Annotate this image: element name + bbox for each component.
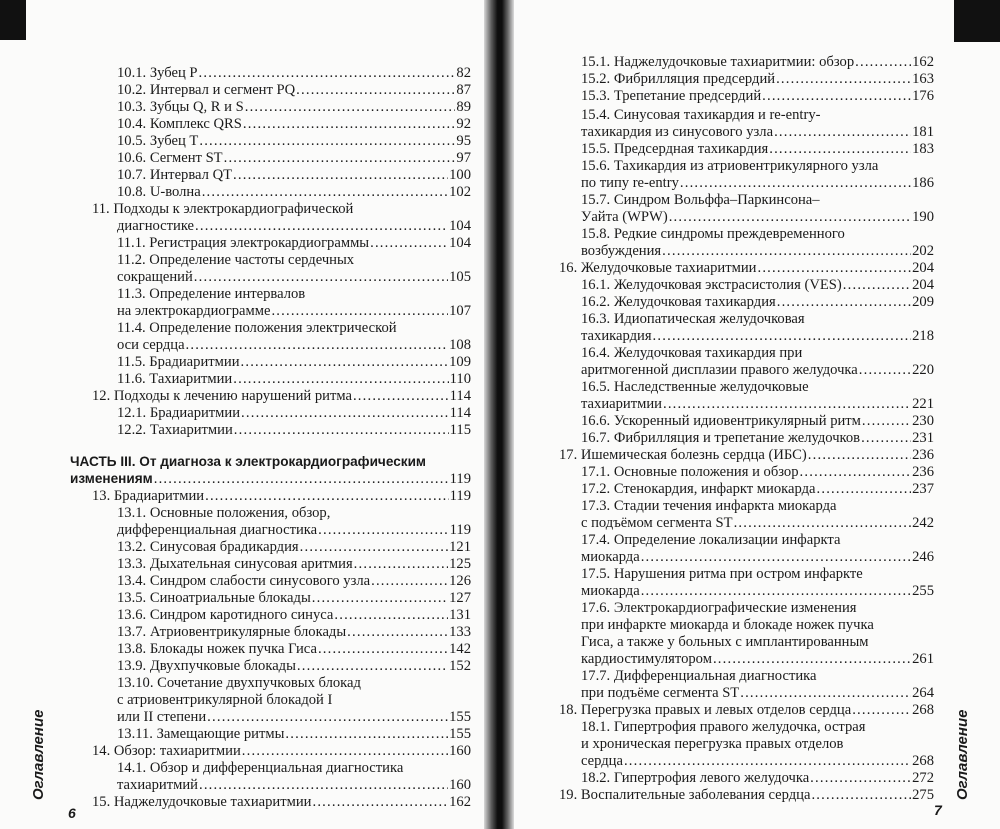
toc-entry-16-7: 16.7. Фибрилляция и трепетание желудочков ..... 231 [581,429,934,447]
toc-entry-13-9: 13.9. Двухпучковые блокады ..... 152 [117,657,471,675]
toc-entry-15-4: 15.4. Синусовая тахикардия и re-entry- [581,107,821,123]
toc-entry-15-6-cont: по типу re-entry ..... 186 [581,174,934,192]
left-corner-block [0,0,26,40]
toc-entry-15-3: 15.3. Трепетание предсердий ..... 176 [581,87,934,105]
toc-entry-13-2: 13.2. Синусовая брадикардия ..... 121 [117,538,471,556]
right-page-number: 7 [934,802,942,818]
toc-entry-17-3: 17.3. Стадии течения инфаркта миокарда [581,498,837,514]
toc-entry-10-7: 10.7. Интервал QT ..... 100 [117,166,471,184]
toc-entry-11-2-cont: сокращений ..... 105 [117,268,471,286]
toc-entry-13-4: 13.4. Синдром слабости синусового узла ..... 126 [117,572,471,590]
toc-entry-17-2: 17.2. Стенокардия, инфаркт миокарда ..... 237 [581,480,934,498]
toc-entry-15-2: 15.2. Фибрилляция предсердий ..... 163 [581,70,934,88]
toc-entry-15-4-cont: тахикардия из синусового узла ..... 181 [581,123,934,141]
toc-entry-11-6: 11.6. Тахиаритмии ..... 110 [117,370,471,388]
toc-entry-13-3: 13.3. Дыхательная синусовая аритмия ..... 125 [117,555,471,573]
toc-entry-16-3: 16.3. Идиопатическая желудочковая [581,311,805,327]
toc-entry-11-3: 11.3. Определение интервалов [117,286,306,302]
toc-entry-10-1: 10.1. Зубец P ..... 82 [117,64,471,82]
toc-entry-17-1: 17.1. Основные положения и обзор ..... 236 [581,463,934,481]
toc-entry-11-3-cont: на электрокардиограмме ..... 107 [117,302,471,320]
toc-entry-12: 12. Подходы к лечению нарушений ритма ..... 114 [92,387,471,405]
toc-entry-18-1-cont1: и хроническая перегрузка правых отделов [581,736,844,752]
toc-entry-11-heading: 11. Подходы к электрокардиографической [92,201,354,217]
toc-entry-13-5: 13.5. Синоатриальные блокады ..... 127 [117,589,471,607]
toc-entry-18-1-cont2: сердца ..... 268 [581,752,934,770]
toc-entry-13-11: 13.11. Замещающие ритмы ..... 155 [117,725,471,743]
toc-entry-16-5-cont: тахиаритмии ..... 221 [581,395,934,413]
part-3-heading-cont: изменениям ..... 119 [70,470,471,488]
toc-entry-17: 17. Ишемическая болезнь сердца (ИБС) ..... 236 [559,446,934,464]
toc-entry-17-6: 17.6. Электрокардиографические изменения [581,600,857,616]
toc-entry-17-6-cont3: кардиостимулятором ..... 261 [581,650,934,668]
toc-entry-16-5: 16.5. Наследственные желудочковые [581,379,809,395]
toc-entry-17-6-cont1: при инфаркте миокарда и блокаде ножек пучка [581,617,874,633]
toc-entry-17-7-cont: при подъёме сегмента ST ..... 264 [581,684,934,702]
toc-entry-13-7: 13.7. Атриовентрикулярные блокады ..... 133 [117,623,471,641]
toc-entry-13-1-cont: дифференциальная диагностика ..... 119 [117,521,471,539]
toc-entry-10-6: 10.6. Сегмент ST ..... 97 [117,149,471,167]
toc-entry-13-10-cont1: с атриовентрикулярной блокадой I [117,692,333,708]
toc-entry-15-1: 15.1. Наджелудочковые тахиаритмии: обзор ..... 162 [581,53,934,71]
left-side-label: Оглавление [30,709,47,800]
book-spine [484,0,514,829]
toc-entry-10-4: 10.4. Комплекс QRS ..... 92 [117,115,471,133]
toc-entry-19: 19. Воспалительные заболевания сердца ..... 275 [559,786,934,804]
toc-entry-10-8: 10.8. U-волна ..... 102 [117,183,471,201]
toc-entry-15-7-cont: Уайта (WPW) ..... 190 [581,208,934,226]
toc-entry-17-6-cont2: Гиса, а также у больных с имплантированным [581,634,869,650]
toc-entry-12-2: 12.2. Тахиаритмии ..... 115 [117,421,471,439]
part-3-heading: ЧАСТЬ III. От диагноза к электрокардиографическим [70,454,426,469]
toc-entry-17-7: 17.7. Дифференциальная диагностика [581,668,817,684]
toc-entry-15-8-cont: возбуждения ..... 202 [581,242,934,260]
toc-entry-13-8: 13.8. Блокады ножек пучка Гиса ..... 142 [117,640,471,658]
toc-entry-18-2: 18.2. Гипертрофия левого желудочка ..... 272 [581,769,934,787]
toc-entry-14-1: 14.1. Обзор и дифференциальная диагностика [117,760,404,776]
left-page [0,0,484,829]
left-page-number: 6 [68,805,76,821]
toc-entry-14: 14. Обзор: тахиаритмии ..... 160 [92,742,471,760]
toc-entry-12-1: 12.1. Брадиаритмии ..... 114 [117,404,471,422]
right-side-label: Оглавление [954,709,971,800]
toc-entry-15-5: 15.5. Предсердная тахикардия ..... 183 [581,140,934,158]
toc-entry-16-4: 16.4. Желудочковая тахикардия при [581,345,803,361]
toc-entry-16-3-cont: тахикардия ..... 218 [581,327,934,345]
toc-entry-16: 16. Желудочковые тахиаритмии ..... 204 [559,259,934,277]
toc-entry-17-3-cont: с подъёмом сегмента ST ..... 242 [581,514,934,532]
toc-entry-13-10-cont2: или II степени ..... 155 [117,708,471,726]
toc-entry-11-1: 11.1. Регистрация электрокардиограммы ..... 104 [117,234,471,252]
toc-entry-10-3: 10.3. Зубцы Q, R и S ..... 89 [117,98,471,116]
toc-entry-17-5: 17.5. Нарушения ритма при остром инфаркте [581,566,863,582]
right-page [514,0,1000,829]
toc-entry-16-4-cont: аритмогенной дисплазии правого желудочка ..... 220 [581,361,934,379]
toc-entry-10-2: 10.2. Интервал и сегмент PQ ..... 87 [117,81,471,99]
toc-entry-13-6: 13.6. Синдром каротидного синуса ..... 131 [117,606,471,624]
toc-entry-11-2: 11.2. Определение частоты сердечных [117,252,355,268]
toc-entry-17-4: 17.4. Определение локализации инфаркта [581,532,841,548]
toc-entry-15: 15. Наджелудочковые тахиаритмии ..... 162 [92,793,471,811]
toc-entry-18: 18. Перегрузка правых и левых отделов сердца ..... 268 [559,701,934,719]
toc-entry-15-6: 15.6. Тахикардия из атриовентрикулярного узла [581,158,879,174]
toc-entry-16-2: 16.2. Желудочковая тахикардия ..... 209 [581,293,934,311]
toc-entry-11-4-cont: оси сердца ..... 108 [117,336,471,354]
toc-entry-17-4-cont: миокарда ..... 246 [581,548,934,566]
toc-entry-15-7: 15.7. Синдром Вольффа–Паркинсона– [581,192,820,208]
toc-entry-13-10: 13.10. Сочетание двухпучковых блокад [117,675,361,691]
toc-entry-14-1-cont: тахиаритмий ..... 160 [117,776,471,794]
toc-entry-13-1: 13.1. Основные положения, обзор, [117,505,331,521]
toc-entry-16-6: 16.6. Ускоренный идиовентрикулярный ритм ..... 230 [581,412,934,430]
toc-entry-13: 13. Брадиаритмии ..... 119 [92,487,471,505]
right-corner-block [954,0,1000,42]
toc-entry-11-5: 11.5. Брадиаритмии ..... 109 [117,353,471,371]
toc-entry-11-4: 11.4. Определение положения электрической [117,320,397,336]
toc-entry-16-1: 16.1. Желудочковая экстрасистолия (VES) ..... 204 [581,276,934,294]
toc-entry-17-5-cont: миокарда ..... 255 [581,582,934,600]
toc-entry-18-1: 18.1. Гипертрофия правого желудочка, острая [581,719,866,735]
toc-entry-11-heading-cont: диагностике ..... 104 [117,217,471,235]
toc-entry-15-8: 15.8. Редкие синдромы преждевременного [581,226,845,242]
toc-entry-10-5: 10.5. Зубец T ..... 95 [117,132,471,150]
